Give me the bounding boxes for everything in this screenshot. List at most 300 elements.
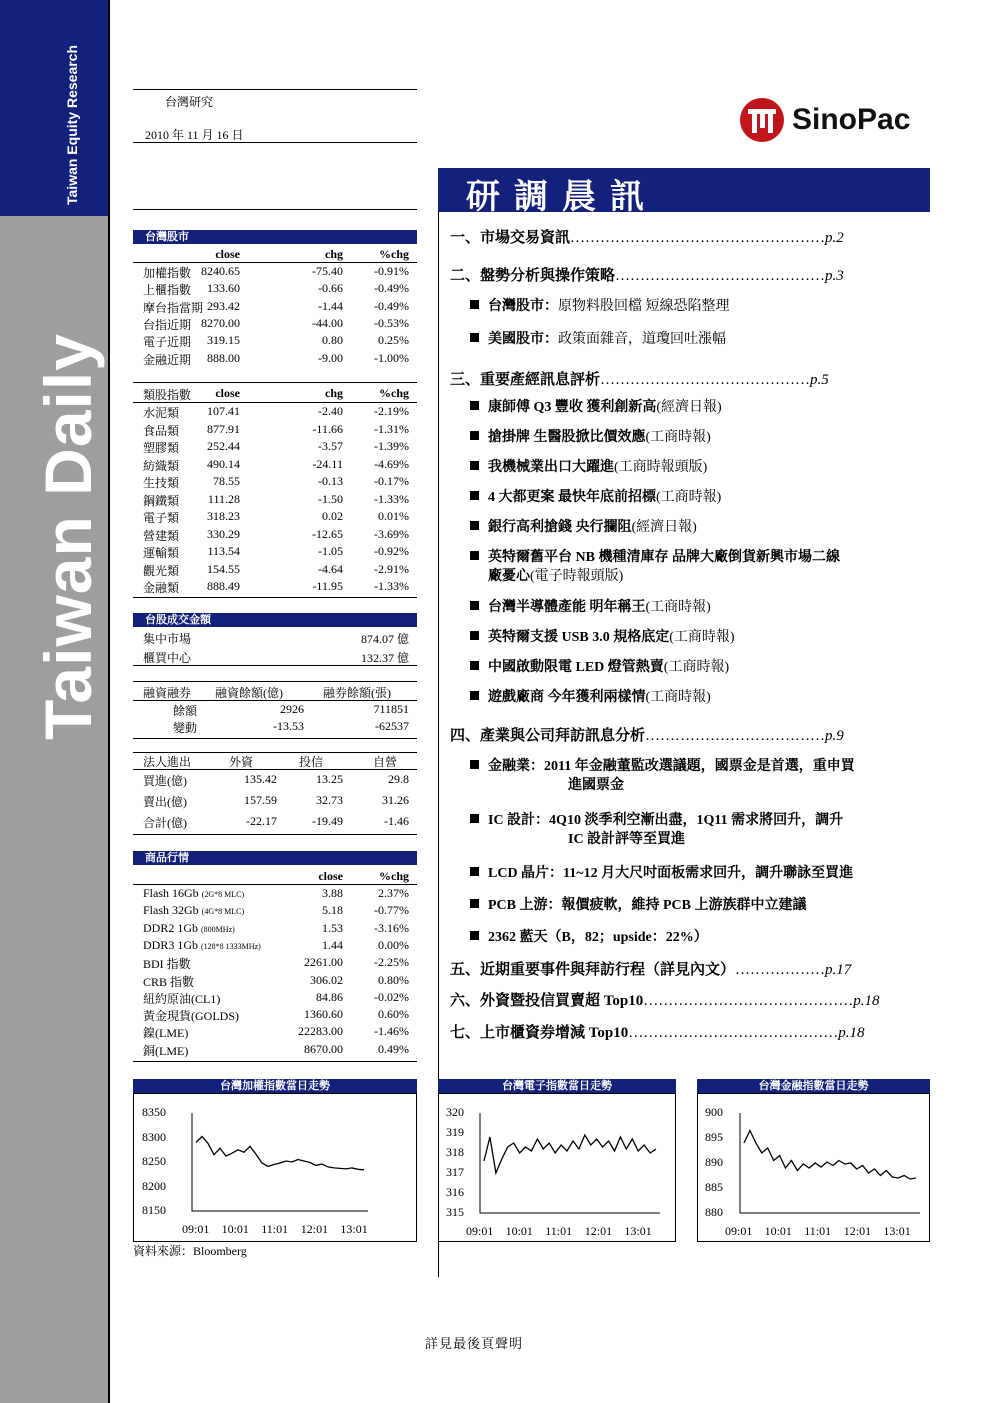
toc-section-3-label: 三、重要產經訊息評析 — [450, 372, 601, 388]
toc-s3-item — [470, 628, 735, 647]
toc-s3-item-source: (工商時報) — [669, 630, 735, 645]
commodity-name — [143, 973, 197, 990]
inst-trust: 13.25 — [316, 772, 343, 786]
toc-s3-item — [470, 398, 722, 417]
commodity-close: 5.18 — [322, 903, 343, 918]
toc-s3-item-title: 台灣半導體產能 明年稱王 — [488, 600, 646, 615]
chart-ytick-label: 317 — [446, 1165, 464, 1179]
toc-section-4-label: 四、產業與公司拜訪訊息分析 — [450, 728, 646, 744]
toc-s2-item — [470, 297, 730, 316]
index-close: 8270.00 — [201, 315, 240, 330]
commodity-label: 黃金現貨(GOLDS) — [143, 1009, 239, 1024]
toc-s4-item — [470, 757, 855, 795]
bullet-icon — [470, 899, 479, 908]
sector-chg: -4.64 — [318, 561, 343, 576]
commodity-label: DDR2 1Gb — [143, 920, 199, 935]
commodity-spec: (800MHz) — [201, 924, 235, 934]
commodity-row — [143, 886, 417, 903]
sector-name: 營建類 — [143, 528, 180, 543]
sector-rule — [133, 402, 417, 403]
toc-s3-item — [470, 688, 711, 707]
col-pctchg: %chg — [379, 247, 409, 261]
toc-s3-item-source: (經濟日報) — [656, 400, 722, 415]
toc-s3-item-title: 我機械業出口大躍進 — [488, 460, 614, 475]
toc-s4-item — [470, 864, 853, 883]
sidebar-big-label: Taiwan Daily — [31, 333, 105, 740]
inst-row — [143, 772, 417, 789]
toc-s3-item — [470, 518, 697, 537]
toc-section-3-dots: …………………………………… — [600, 372, 811, 388]
commodity-pctchg: 2.37% — [378, 886, 409, 900]
commodity-name — [143, 955, 194, 972]
col-dealer: 自營 — [373, 755, 398, 769]
commodity-close: 22283.00 — [298, 1024, 343, 1039]
taiwan-market-row — [143, 351, 417, 368]
sector-chg: -11.66 — [312, 421, 343, 436]
chart-xtick-label: 10:01 — [764, 1224, 792, 1238]
margin-rule — [133, 700, 417, 701]
commodities-rule — [133, 884, 417, 885]
toc-s4-item-title: IC 設計：4Q10 淡季利空漸出盡，1Q11 需求將回升，調升 — [488, 813, 844, 828]
chart-ytick-label: 8200 — [142, 1178, 166, 1193]
commodity-pctchg: 0.49% — [378, 1041, 409, 1056]
sidebar — [0, 0, 110, 1403]
toc-s3-item-title: 中國啟動限電 LED 燈管熱賣 — [488, 660, 664, 675]
sector-name: 電子類 — [143, 511, 180, 525]
sinopac-logo-icon — [740, 98, 784, 142]
sinopac-logo — [740, 98, 910, 142]
inst-dealer: 31.26 — [382, 793, 409, 807]
sector-pctchg: -1.33% — [374, 491, 409, 506]
index-chg: -75.40 — [312, 264, 343, 278]
header-rule-mid — [133, 142, 417, 143]
col-close: close — [318, 869, 343, 883]
toc-s4-item — [470, 811, 843, 849]
chart-ytick-label: 8300 — [142, 1129, 166, 1144]
sector-chg: -11.95 — [312, 579, 343, 593]
toc-s3-item-source: (工商時報) — [663, 660, 730, 675]
sector-row — [143, 562, 417, 579]
inst-trust: -19.49 — [312, 814, 343, 828]
turnover-row — [143, 649, 417, 666]
col-close: close — [215, 386, 240, 400]
toc-s4-item-title-cont: 進國票金 — [568, 778, 624, 793]
index-name: 電子近期 — [143, 335, 192, 350]
chart-title: 台灣金融指數當日走勢 — [697, 1079, 930, 1093]
toc-s3-item-source: (工商時報) — [645, 690, 711, 705]
toc-section-6-label: 六、外資暨投信買賣超 Top10 — [450, 993, 644, 1009]
sector-close: 318.23 — [207, 509, 240, 523]
commodity-pctchg: -2.25% — [374, 955, 409, 970]
title-banner — [438, 168, 930, 217]
col-pctchg: %chg — [379, 869, 409, 883]
commodity-pctchg: -1.46% — [374, 1024, 409, 1039]
turnover-amount: 874.07 億 — [360, 632, 409, 646]
sector-name: 運輸類 — [143, 546, 180, 560]
index-chg: -9.00 — [318, 350, 343, 365]
toc-s3-item-title: 銀行高利搶錢 央行攔阻 — [488, 520, 632, 535]
chart-ytick-label: 318 — [446, 1145, 464, 1159]
commodity-name — [143, 1042, 191, 1059]
sidebar-divider — [108, 0, 110, 1403]
toc-s3-item-title: 英特爾舊平台 NB 機種清庫存 品牌大廠倒貨新興市場二線 — [488, 550, 840, 565]
chart-xtick-label: 11:01 — [545, 1224, 573, 1238]
toc-section-1-dots: …………………………………………… — [570, 230, 826, 246]
sector-chg: -1.50 — [318, 491, 343, 506]
sidebar-navy-block — [0, 0, 110, 216]
toc-section-6-page: p.18 — [853, 993, 880, 1009]
inst-label: 買進(億) — [143, 774, 187, 788]
index-chg: 0.80 — [322, 333, 343, 348]
index-close: 293.42 — [207, 298, 240, 313]
inst-dealer: -1.46 — [384, 814, 409, 828]
commodity-close: 3.88 — [322, 886, 343, 900]
commodity-label: DDR3 1Gb — [143, 937, 199, 952]
sector-name: 紡織類 — [143, 458, 180, 473]
source-note: 資料來源：Bloomberg — [133, 1244, 247, 1258]
inst-foreign: 157.59 — [244, 793, 277, 807]
index-name: 摩台指當期 — [143, 300, 204, 315]
sector-close: 888.49 — [207, 579, 240, 593]
sector-name: 鋼鐵類 — [143, 493, 180, 508]
chart-xtick-label: 09:01 — [725, 1224, 753, 1238]
toc-s2-item — [470, 330, 726, 349]
index-close: 133.60 — [207, 281, 240, 296]
commodity-name — [143, 886, 244, 901]
toc-section-6 — [450, 989, 879, 1010]
commodity-label: Flash 16Gb — [143, 886, 199, 900]
toc-s3-item — [470, 458, 707, 477]
chart-series-line — [196, 1137, 364, 1170]
bullet-icon — [470, 631, 479, 640]
sector-name: 食品類 — [143, 423, 180, 438]
commodity-label: CRB 指數 — [143, 974, 195, 989]
chart-xtick-label: 11:01 — [261, 1222, 289, 1236]
toc-s4-item-title-cont: IC 設計評等至買進 — [568, 832, 686, 847]
toc-s3-item — [470, 548, 840, 586]
sidebar-top-label: Taiwan Equity Research — [64, 44, 80, 205]
bullet-icon — [470, 551, 479, 560]
col-short-balance: 融券餘額(張) — [323, 686, 391, 700]
commodity-close: 2261.00 — [304, 955, 343, 970]
commodity-close: 84.86 — [316, 989, 343, 1004]
toc-section-4-dots: ……………………………… — [645, 728, 826, 744]
sector-row — [143, 544, 417, 561]
commodities-rule-bottom — [133, 1061, 417, 1062]
sector-close: 490.14 — [207, 456, 240, 471]
chart-xtick-label: 09:01 — [466, 1224, 494, 1238]
sector-name: 生技類 — [143, 476, 180, 490]
col-chg: chg — [325, 386, 343, 400]
index-chg: -1.44 — [318, 298, 343, 313]
toc-section-1-label: 一、市場交易資訊 — [450, 230, 571, 246]
toc-section-2-dots: …………………………………… — [615, 268, 826, 284]
sector-chg: -1.05 — [318, 544, 343, 558]
toc-section-5 — [450, 958, 851, 979]
taiwan-market-row — [143, 333, 417, 350]
chart-ytick-label: 8350 — [142, 1105, 166, 1119]
toc-s3-item-source: (工商時報) — [645, 600, 711, 615]
header-date: 2010 年 11 月 16 日 — [145, 128, 244, 142]
toc-s3-item-source: (工商時報) — [645, 430, 711, 445]
inst-dealer: 29.8 — [388, 772, 409, 786]
sector-close: 113.54 — [207, 544, 240, 558]
toc-s3-item-source: (電子時報頭版) — [530, 569, 624, 584]
inst-trust: 32.73 — [316, 793, 343, 807]
commodity-row — [143, 903, 417, 920]
chart-title: 台灣電子指數當日走勢 — [438, 1079, 676, 1093]
sector-name: 塑膠類 — [143, 441, 180, 455]
inst-label: 賣出(億) — [143, 795, 187, 809]
sector-row — [143, 474, 417, 491]
sector-close: 78.55 — [213, 474, 240, 488]
index-pctchg: -0.49% — [374, 298, 409, 313]
chart-series-line — [744, 1131, 916, 1180]
sector-row — [143, 404, 417, 421]
header-dept: 台灣研究 — [165, 95, 214, 109]
commodity-row — [143, 973, 417, 990]
toc-s4-item-title: 2362 藍天（B，82；upside：22%） — [488, 930, 708, 945]
commodity-name — [143, 938, 261, 953]
margin-label: 變動 — [173, 721, 198, 735]
header-rule-bottom — [133, 209, 417, 210]
commodity-pctchg: 0.00% — [378, 937, 409, 952]
index-pctchg: 0.25% — [378, 333, 409, 348]
bullet-icon — [470, 431, 479, 440]
sector-row — [143, 422, 417, 439]
sector-row — [143, 509, 417, 526]
commodity-row — [143, 1007, 417, 1024]
sector-chg: -0.13 — [318, 474, 343, 488]
turnover-heading: 台股成交金額 — [133, 613, 417, 627]
footer-disclaimer: 詳見最後頁聲明 — [425, 1336, 524, 1351]
sector-name: 水泥類 — [143, 406, 180, 420]
taiwan-market-rule — [133, 262, 417, 263]
toc-section-2-label: 二、盤勢分析與操作策略 — [450, 268, 616, 284]
chart-ytick-label: 900 — [705, 1105, 723, 1119]
chart-xtick-label: 12:01 — [584, 1224, 613, 1238]
bullet-icon — [470, 601, 479, 610]
col-foreign: 外資 — [229, 755, 254, 769]
taiwan-market-row — [143, 299, 417, 316]
taiwan-market-heading: 台灣股市 — [133, 230, 417, 244]
bullet-icon — [470, 491, 479, 500]
sector-row — [143, 527, 417, 544]
index-pctchg: -0.91% — [374, 264, 409, 278]
bullet-icon — [470, 521, 479, 530]
sector-close: 877.91 — [207, 421, 240, 436]
margin-row — [143, 719, 417, 736]
toc-section-3 — [450, 368, 829, 389]
col-margin-balance: 融資餘額(億) — [215, 686, 283, 700]
margin-label: 餘額 — [173, 704, 198, 718]
toc-s3-item-title: 搶掛牌 生醫股掀比價效應 — [488, 430, 646, 445]
toc-s2-item-source: 政策面雜音，道瓊回吐漲幅 — [558, 332, 726, 347]
chart-ytick-label: 320 — [446, 1105, 464, 1119]
commodity-close: 8670.00 — [304, 1041, 343, 1056]
bullet-icon — [470, 333, 479, 342]
commodity-name — [143, 1007, 242, 1024]
taiwan-market-row — [143, 316, 417, 333]
sector-header-row — [143, 386, 417, 403]
inst-label: 合計(億) — [143, 816, 187, 830]
sector-name: 觀光類 — [143, 563, 180, 578]
sector-row — [143, 492, 417, 509]
chart-xtick-label: 13:01 — [340, 1222, 368, 1236]
toc-s4-item-title: LCD 晶片：11~12 月大尺吋面板需求回升，調升聯詠至買進 — [488, 866, 854, 881]
commodity-close: 306.02 — [310, 972, 343, 987]
commodity-row — [143, 921, 417, 938]
sector-pctchg: 0.01% — [378, 509, 409, 523]
sector-close: 330.29 — [207, 526, 240, 541]
commodity-row — [143, 990, 417, 1007]
toc-s2-item-title: 台灣股市： — [488, 299, 558, 314]
turnover-rule-bottom — [133, 665, 417, 666]
index-pctchg: -1.00% — [374, 350, 409, 365]
chart-xtick-label: 11:01 — [804, 1224, 832, 1238]
chart-ytick-label: 8250 — [142, 1154, 166, 1168]
commodity-label: 鎳(LME) — [143, 1026, 189, 1041]
sector-chg: -3.57 — [318, 439, 343, 453]
commodity-label: Flash 32Gb — [143, 903, 199, 918]
sector-row — [143, 457, 417, 474]
toc-section-4-page: p.9 — [825, 728, 844, 744]
commodity-close: 1.44 — [322, 937, 343, 952]
turnover-amount: 132.37 億 — [360, 651, 409, 665]
commodity-close: 1360.60 — [304, 1007, 343, 1022]
margin-row — [143, 702, 417, 719]
toc-section-5-dots: ……………… — [735, 962, 826, 978]
bullet-icon — [470, 691, 479, 700]
inst-rule-bottom — [133, 834, 417, 835]
toc-s2-item-title: 美國股市： — [488, 332, 558, 347]
toc-section-1-page: p.2 — [825, 230, 844, 246]
index-name: 加權指數 — [143, 266, 192, 280]
chart-axes — [480, 1113, 660, 1213]
chart-xtick-label: 10:01 — [505, 1224, 533, 1238]
chart-xtick-label: 13:01 — [624, 1224, 652, 1238]
commodity-pctchg: 0.60% — [378, 1007, 409, 1022]
toc-s4-item-title: PCB 上游：報價疲軟，維持 PCB 上游族群中立建議 — [488, 898, 807, 913]
chart-xtick-label: 13:01 — [883, 1224, 911, 1238]
commodity-row — [143, 938, 417, 955]
turnover-row — [143, 630, 417, 647]
bullet-icon — [470, 661, 479, 670]
sector-name: 金融類 — [143, 581, 180, 595]
index-name: 上櫃指數 — [143, 283, 192, 298]
toc-section-5-label: 五、近期重要事件與拜訪行程（詳見內文） — [450, 962, 736, 978]
toc-section-2 — [450, 264, 844, 285]
header-rule-top — [133, 89, 417, 90]
toc-section-5-page: p.17 — [825, 962, 852, 978]
sector-close: 111.28 — [207, 491, 240, 506]
bullet-icon — [470, 867, 479, 876]
sector-chg: -12.65 — [312, 526, 343, 541]
chart-ytick-label: 890 — [705, 1155, 723, 1169]
turnover-market: 櫃買中心 — [143, 651, 192, 665]
index-name: 金融近期 — [143, 352, 192, 367]
index-chg: -0.66 — [318, 281, 343, 296]
toc-section-6-dots: …………………………………… — [643, 993, 854, 1009]
toc-s4-item — [470, 896, 807, 915]
sinopac-logo-text: SinoPac — [792, 103, 911, 136]
commodity-name — [143, 1024, 191, 1041]
commodity-label: 紐約原油(CL1) — [143, 991, 221, 1006]
commodities-heading: 商品行情 — [133, 851, 417, 865]
turnover-market: 集中市場 — [143, 632, 192, 646]
inst-foreign: 135.42 — [244, 772, 277, 786]
toc-section-3-page: p.5 — [810, 372, 829, 388]
chart-frame — [698, 1094, 930, 1242]
commodity-spec: (128*8 1333MHz) — [201, 941, 261, 951]
sector-close: 252.44 — [207, 439, 240, 453]
commodity-pctchg: -0.77% — [374, 903, 409, 918]
commodity-row — [143, 955, 417, 972]
margin-header-row — [143, 684, 417, 701]
toc-s4-item-title: 金融業：2011 年金融董監改選議題，國票金是首選，重申買 — [488, 759, 855, 774]
toc-s3-item-title: 英特爾支援 USB 3.0 規格底定 — [488, 630, 670, 645]
commodity-name — [143, 921, 235, 936]
sector-rule-top — [133, 382, 417, 383]
toc-s3-item-source: (工商時報頭版) — [614, 460, 708, 475]
sector-pctchg: -1.31% — [374, 421, 409, 436]
margin-balance: 2926 — [280, 702, 304, 716]
col-inst: 法人進出 — [143, 755, 192, 769]
col-close: close — [215, 247, 240, 261]
inst-row — [143, 814, 417, 831]
commodity-pctchg: 0.80% — [378, 972, 409, 987]
chart-ytick-label: 895 — [705, 1130, 723, 1144]
toc-s2-item-source: 原物料股回檔 短線恐陷整理 — [558, 299, 730, 314]
chart-xtick-label: 12:01 — [300, 1222, 329, 1236]
col-trust: 投信 — [299, 755, 324, 769]
commodity-spec: (2G*8 MLC) — [201, 890, 245, 899]
toc-s3-item — [470, 488, 721, 507]
toc-s3-item — [470, 428, 711, 447]
toc-s3-item-source: (經濟日報) — [631, 520, 697, 535]
toc-s3-item-source: (工商時報) — [656, 490, 722, 505]
commodity-row — [143, 1042, 417, 1059]
bullet-icon — [470, 931, 479, 940]
chart-ytick-label: 316 — [446, 1185, 464, 1199]
margin-balance: -13.53 — [273, 719, 304, 733]
margin-rule-top — [133, 681, 417, 682]
chart-title: 台灣加權指數當日走勢 — [133, 1079, 417, 1093]
col-chg: chg — [325, 247, 343, 261]
index-close: 8240.65 — [201, 264, 240, 278]
chart-axes — [192, 1113, 368, 1211]
toc-s3-item-title: 康師傅 Q3 豐收 獲利創新高 — [488, 400, 657, 415]
toc-section-7-dots: …………………………………… — [628, 1025, 839, 1041]
toc-section-7-page: p.18 — [838, 1025, 865, 1041]
toc-section-7-label: 七、上市櫃資券增減 Top10 — [450, 1025, 629, 1041]
sector-chg: -2.40 — [318, 404, 343, 418]
sector-rule-bottom — [133, 597, 417, 598]
toc-section-2-page: p.3 — [825, 268, 844, 284]
toc-section-1 — [450, 226, 844, 247]
toc-s3-item-title: 4 大都更案 最快年底前招標 — [488, 490, 656, 505]
sector-pctchg: -0.92% — [374, 544, 409, 558]
commodity-label: BDI 指數 — [143, 957, 191, 972]
margin-rule-bottom — [133, 738, 417, 739]
col-sector: 類股指數 — [143, 388, 192, 402]
taiwan-market-row — [143, 264, 417, 281]
taiwan-market-row — [143, 281, 417, 298]
bullet-icon — [470, 760, 479, 769]
commodity-pctchg: -0.02% — [374, 989, 409, 1004]
col-margin: 融資融券 — [143, 686, 192, 700]
sector-pctchg: -0.17% — [374, 474, 409, 488]
